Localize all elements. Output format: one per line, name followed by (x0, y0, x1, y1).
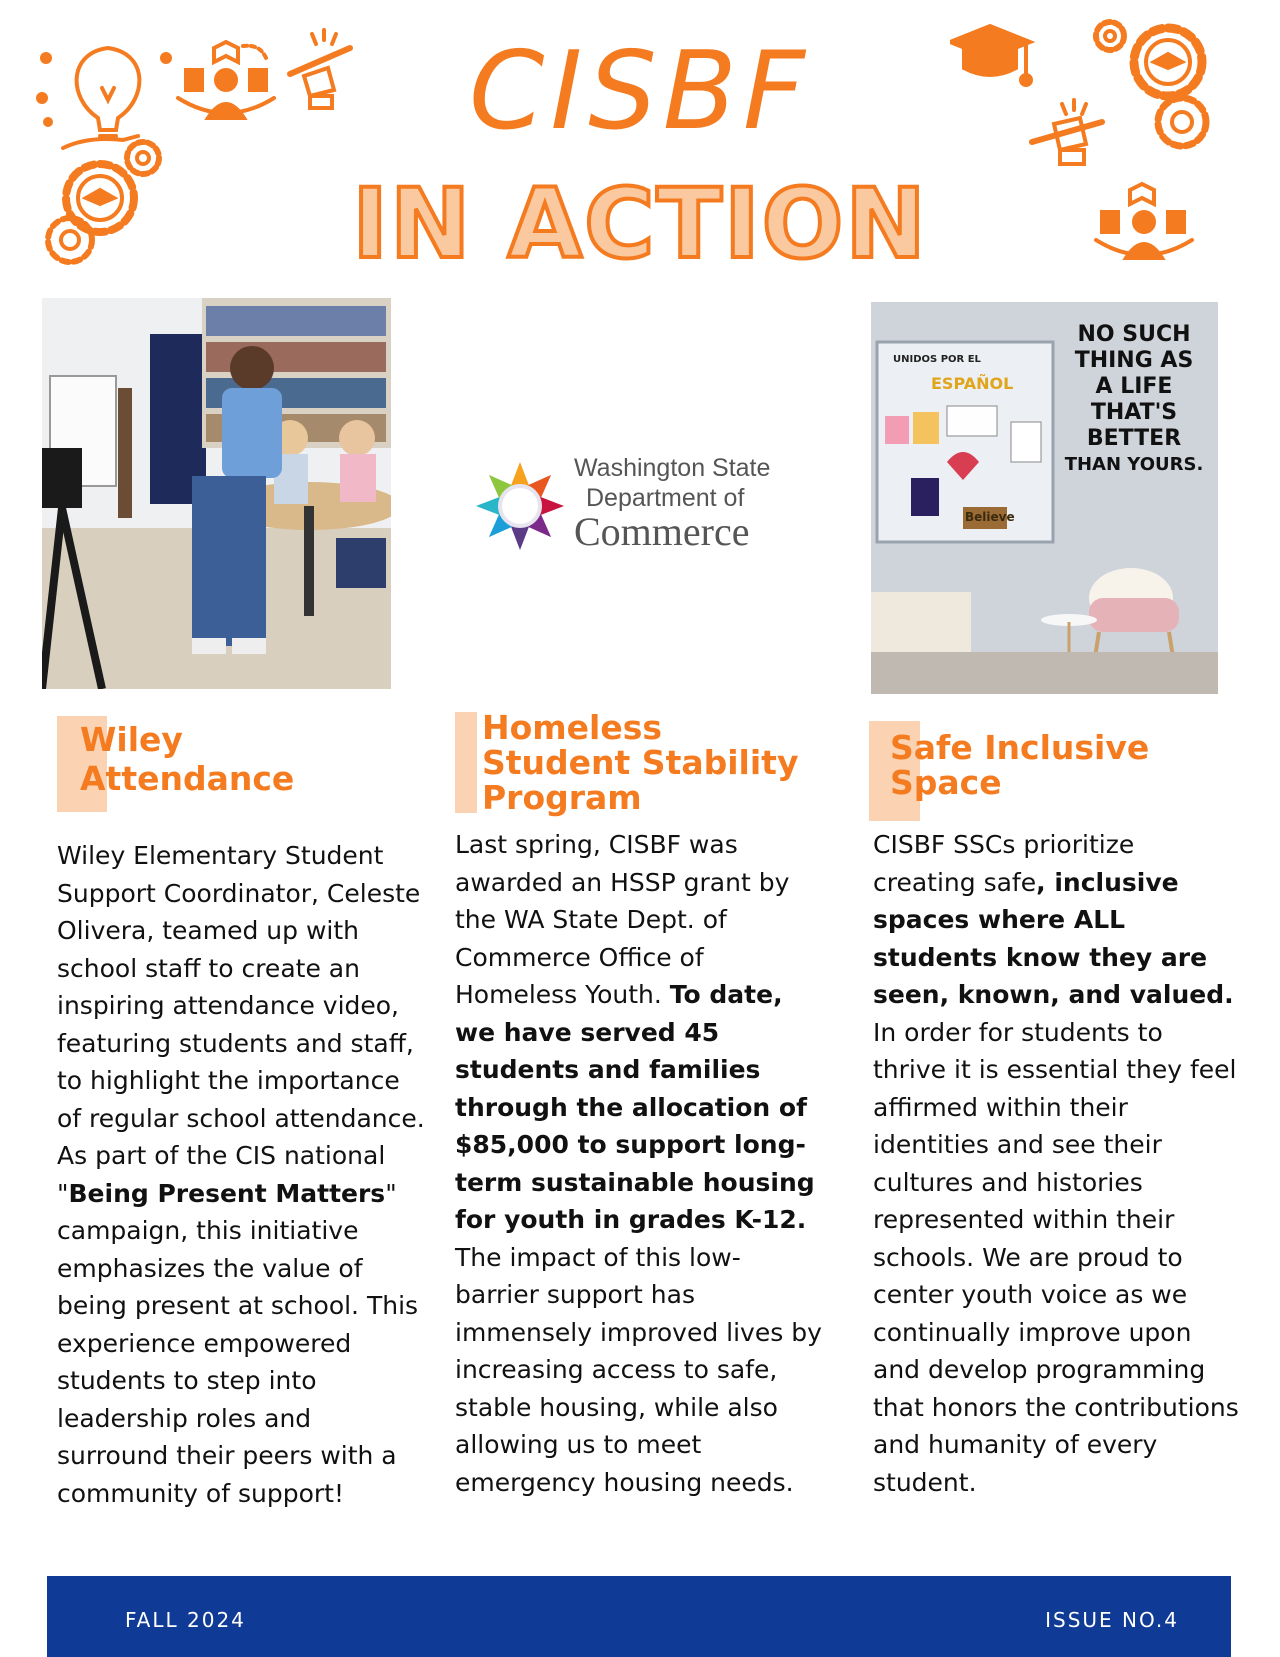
footer-issue: ISSUE NO.4 (1045, 1608, 1179, 1632)
heading-wiley-attendance: Wiley Attendance (80, 720, 295, 798)
body-safe-inclusive: CISBF SSCs prioritize creating safe, inclusive spaces where ALL students know they are seen, known, and valued. In order for students to thrive it is essential they feel affirmed within their identities and see their cultures and histories represented within their schools. We are proud to center youth voice as we continually improve upon and develop programming that honors the contributions and humanity of every student. (873, 830, 1239, 1497)
logo-line-2: Department of (586, 484, 745, 512)
commerce-star-icon (474, 460, 566, 552)
title-cisbf: CISBF (468, 29, 812, 154)
heading-hssp: Homeless Student Stability Program (482, 708, 799, 817)
quote-line: THAT'S (1090, 400, 1178, 425)
body-wiley-attendance: Wiley Elementary Student Support Coordinator, Celeste Olivera, teamed up with school staff to create an inspiring attendance video, featuring students and staff, to highlight the importance of regular school attendance. As part of the CIS national "Being Present Matters" campaign, this initiative emphasizes the value of being present at school. This experience empowered students to step into leadership roles and surround their peers with a community of support! (57, 841, 425, 1508)
heading-accent-bar-2 (455, 712, 477, 813)
logo-line-1: Washington State (574, 454, 771, 482)
board-title: ESPAÑOL (931, 374, 1014, 393)
commerce-logo (474, 452, 804, 552)
logo-line-3: Commerce (574, 509, 750, 554)
quote-line: A LIFE (1095, 374, 1173, 399)
title-in-action: IN ACTION (352, 168, 928, 280)
heading-safe-inclusive: Safe Inclusive Space (890, 728, 1150, 802)
photo-inclusive-space (871, 302, 1218, 694)
quote-line: THING AS (1074, 348, 1194, 373)
quote-line: BETTER (1086, 426, 1182, 451)
quote-line: THAN YOURS. (1064, 454, 1204, 475)
quote-line: NO SUCH (1077, 322, 1191, 347)
wall-quote (1053, 322, 1215, 478)
board-sign: Believe (965, 510, 1015, 524)
body-hssp: Last spring, CISBF was awarded an HSSP grant by the WA State Dept. of Commerce Office of Homeless Youth. To date, we have served 45 students and families through the allocation of $85,000 to support long-term sustainable housing for youth in grades K-12. The impact of this low-barrier support has immensely improved lives by increasing access to safe, stable housing, while also allowing us to meet emergency housing needs. (455, 830, 822, 1497)
footer-bar (47, 1576, 1231, 1657)
photo-attendance-video (42, 298, 391, 689)
footer-season: FALL 2024 (125, 1608, 246, 1632)
board-label: UNIDOS POR EL (893, 354, 981, 365)
